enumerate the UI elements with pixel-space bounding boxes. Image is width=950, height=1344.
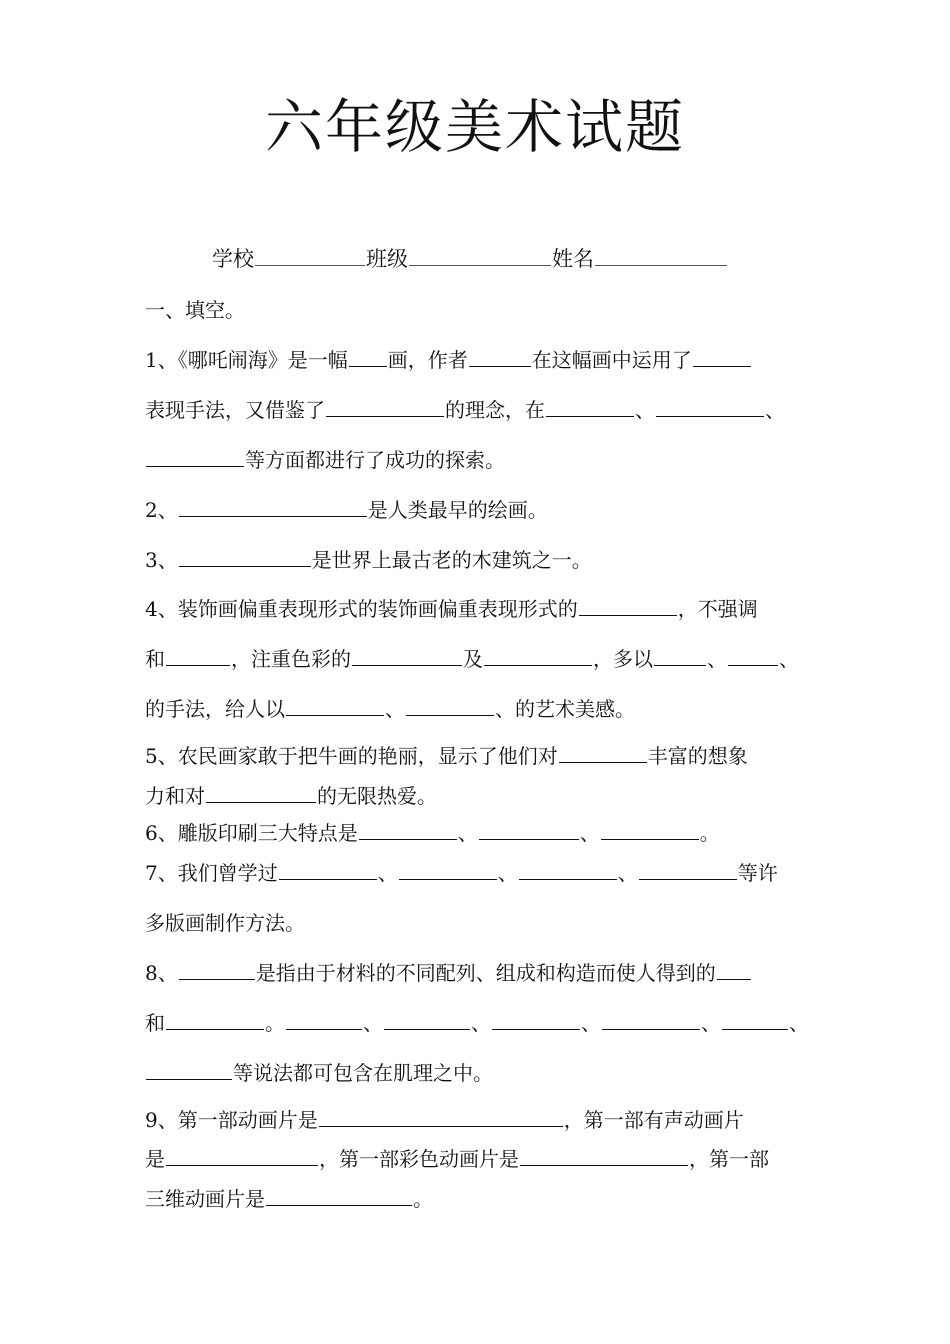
question-9-line-2 (145, 1146, 769, 1172)
text: 是人类最早的绘画。 (367, 498, 548, 522)
text: 、 (707, 647, 727, 671)
text: ，第一部 (689, 1147, 769, 1171)
text: 画，作者 (387, 348, 468, 372)
answer-blank[interactable] (319, 1125, 563, 1127)
answer-blank[interactable] (146, 465, 244, 467)
text: 等说法都可包含在肌理之中。 (233, 1061, 493, 1085)
answer-blank[interactable] (399, 878, 497, 880)
answer-blank[interactable] (602, 1028, 700, 1030)
question-8-line-1 (145, 960, 752, 986)
text: 7、我们曾学过 (145, 861, 278, 885)
answer-blank[interactable] (352, 664, 462, 666)
answer-blank[interactable] (728, 664, 778, 666)
answer-blank[interactable] (146, 1078, 232, 1080)
text: 8、 (145, 961, 178, 985)
text: 、 (581, 1011, 601, 1035)
question-9-line-3 (145, 1186, 433, 1212)
name-label: 姓名 (552, 247, 594, 271)
text: ，不强调 (677, 597, 758, 621)
text: 5、农民画家敢于把牛画的艳丽，显示了他们对 (145, 744, 558, 768)
question-4-line-3 (145, 696, 635, 722)
text: 3、 (145, 548, 178, 572)
answer-blank[interactable] (639, 878, 737, 880)
answer-blank[interactable] (559, 761, 647, 763)
text: 丰富的想象 (647, 744, 748, 768)
answer-blank[interactable] (166, 1028, 264, 1030)
question-9-line-1 (145, 1107, 744, 1133)
text: 是 (145, 1147, 165, 1171)
question-6 (145, 820, 720, 846)
answer-blank[interactable] (266, 1204, 412, 1206)
answer-blank[interactable] (179, 565, 311, 567)
class-blank[interactable] (409, 264, 551, 266)
text: 和 (145, 647, 165, 671)
text: 、 (765, 398, 785, 422)
text: 的理念，在 (445, 398, 545, 422)
answer-blank[interactable] (469, 365, 531, 367)
answer-blank[interactable] (520, 1164, 688, 1166)
name-blank[interactable] (595, 264, 727, 266)
answer-blank[interactable] (656, 415, 764, 417)
text: 在这幅画中运用了 (531, 348, 692, 372)
text: 1、《哪吒闹海》是一幅 (145, 348, 348, 372)
answer-blank[interactable] (206, 801, 316, 803)
answer-blank[interactable] (179, 515, 367, 517)
text: 的无限热爱。 (317, 784, 437, 808)
answer-blank[interactable] (384, 1028, 470, 1030)
exam-title: 六年级美术试题 (264, 93, 685, 161)
text: 。 (699, 821, 720, 845)
text: 、 (471, 1011, 491, 1035)
school-label: 学校 (212, 247, 254, 271)
text: 的手法，给人以 (145, 697, 285, 721)
section-heading: 一、填空。 (145, 298, 245, 322)
text: ，第一部彩色动画片是 (319, 1147, 519, 1171)
text: 三维动画片是 (145, 1187, 265, 1211)
text: 、 (363, 1011, 383, 1035)
question-4-line-2 (145, 646, 799, 672)
text: 、的艺术美感。 (495, 697, 635, 721)
question-2 (145, 497, 548, 523)
text: 。 (265, 1011, 285, 1035)
text: 、 (377, 861, 398, 885)
text: 表现手法，又借鉴了 (145, 398, 325, 422)
student-info-row (212, 243, 728, 273)
answer-blank[interactable] (519, 878, 617, 880)
text: 等方面都进行了成功的探索。 (245, 448, 505, 472)
text: 、 (701, 1011, 721, 1035)
answer-blank[interactable] (579, 614, 677, 616)
text: 力和对 (145, 784, 205, 808)
text: ，多以 (593, 647, 653, 671)
answer-blank[interactable] (359, 838, 457, 840)
question-8-line-2 (145, 1010, 809, 1036)
text: 、 (617, 861, 638, 885)
question-1-line-2 (145, 397, 785, 423)
answer-blank[interactable] (166, 664, 230, 666)
class-label: 班级 (366, 247, 408, 271)
answer-blank[interactable] (484, 664, 592, 666)
answer-blank[interactable] (601, 838, 699, 840)
question-3 (145, 547, 592, 573)
answer-blank[interactable] (406, 714, 494, 716)
text: 6、雕版印刷三大特点是 (145, 821, 358, 845)
answer-blank[interactable] (722, 1028, 788, 1030)
answer-blank[interactable] (654, 664, 706, 666)
text: 等许 (737, 861, 778, 885)
text: 。 (413, 1187, 433, 1211)
answer-blank[interactable] (166, 1164, 318, 1166)
question-8-line-3 (145, 1060, 493, 1086)
answer-blank[interactable] (286, 714, 384, 716)
text: ，第一部有声动画片 (563, 1108, 744, 1132)
text: 、 (579, 821, 600, 845)
answer-blank[interactable] (546, 415, 634, 417)
school-blank[interactable] (255, 264, 365, 266)
answer-blank[interactable] (717, 978, 751, 980)
answer-blank[interactable] (693, 365, 751, 367)
text: 、 (779, 647, 799, 671)
text: 、 (497, 861, 518, 885)
text: 4、装饰画偏重表现形式的装饰画偏重表现形式的 (145, 597, 578, 621)
text: 是指由于材料的不同配列、组成和构造而使人得到的 (255, 961, 716, 985)
question-1-line-1 (145, 347, 752, 373)
answer-blank[interactable] (179, 978, 255, 980)
text: 及 (463, 647, 483, 671)
answer-blank[interactable] (479, 838, 579, 840)
answer-blank[interactable] (492, 1028, 580, 1030)
text: 、 (635, 398, 655, 422)
text: 9、第一部动画片是 (145, 1108, 318, 1132)
text: 和 (145, 1011, 165, 1035)
answer-blank[interactable] (349, 365, 387, 367)
text: 、 (457, 821, 478, 845)
text: 2、 (145, 498, 178, 522)
question-4-line-1 (145, 596, 758, 622)
text: 、 (385, 697, 405, 721)
answer-blank[interactable] (279, 878, 377, 880)
question-5-line-1 (145, 743, 748, 769)
question-5-line-2 (145, 783, 437, 809)
question-7-line-1 (145, 860, 778, 886)
text: 、 (789, 1011, 809, 1035)
text: ，注重色彩的 (231, 647, 351, 671)
text: 是世界上最古老的木建筑之一。 (311, 548, 592, 572)
question-1-line-3 (145, 447, 505, 473)
answer-blank[interactable] (286, 1028, 362, 1030)
question-7-line-2: 多版画制作方法。 (145, 911, 305, 935)
answer-blank[interactable] (326, 415, 444, 417)
